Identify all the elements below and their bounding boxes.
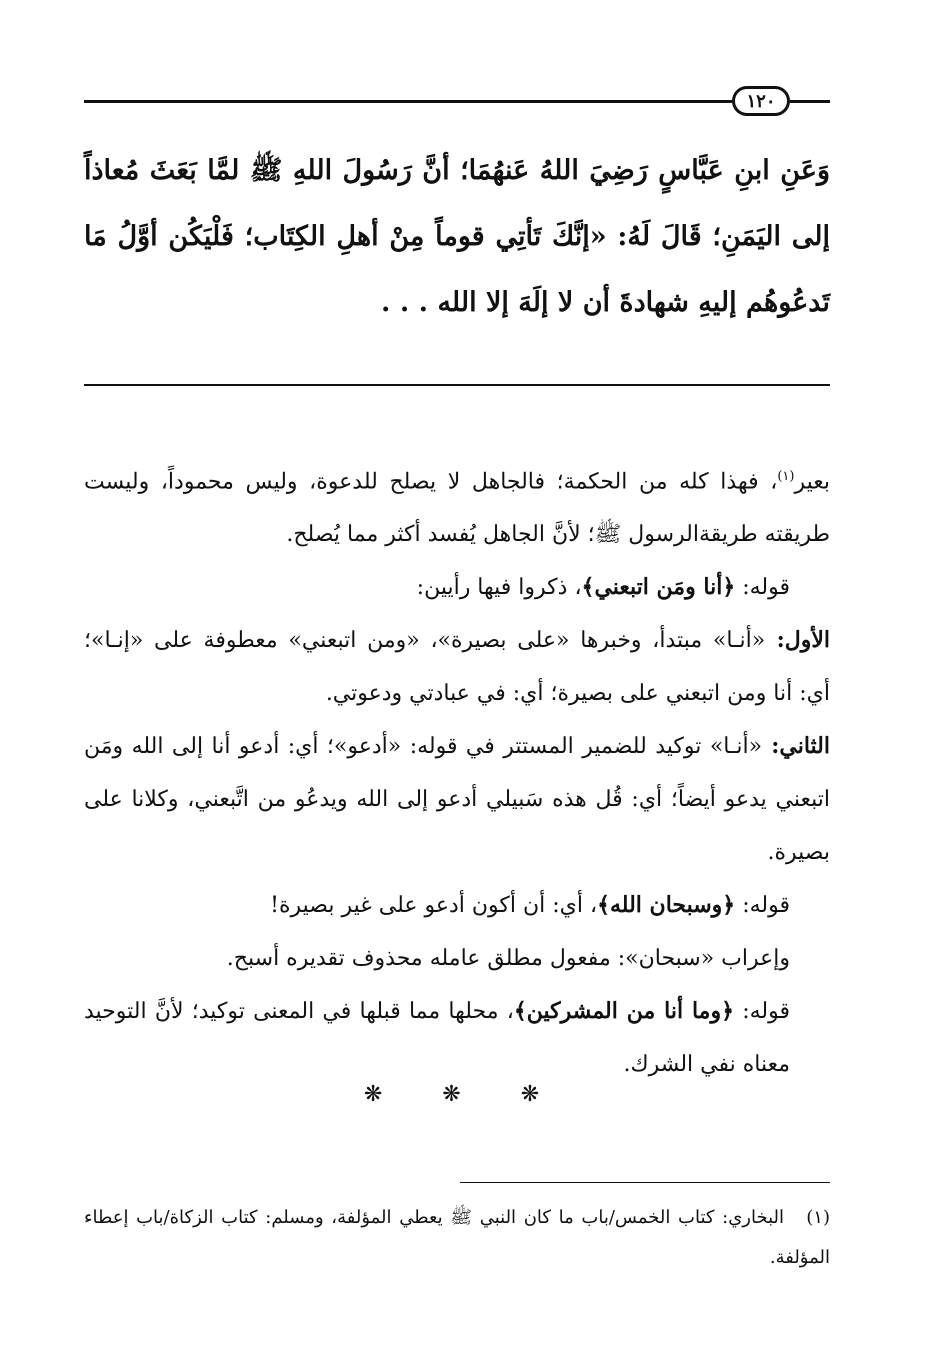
quran-quote-2: ﴿وسبحان الله﴾ <box>597 892 736 919</box>
paragraph-5 <box>84 879 830 932</box>
first-opinion-text: «أنـا» مبتدأ، وخبرها «على بصيرة»، «ومن اتبعني» معطوفة على «إنـا»؛ أي: أنا ومن اتبعني على بصيرة؛ أي: في عبادتي ودعوتي. <box>84 628 830 707</box>
paragraph-6: وإعراب «سبحان»: مفعول مطلق عامله محذوف تقديره أسبح. <box>226 946 790 972</box>
second-opinion-label: الثاني: <box>762 733 830 760</box>
section-separator-stars <box>0 1082 935 1107</box>
paragraph-5-rest: ، أي: أن أكون أدعو على غير بصيرة! <box>270 893 598 919</box>
footnote <box>84 1198 830 1278</box>
quran-quote-1: ﴿أنا ومَن اتبعني﴾ <box>581 574 736 601</box>
header-rule-right <box>790 100 830 103</box>
header-rule-left <box>84 100 732 103</box>
first-opinion-label: الأول: <box>765 627 830 654</box>
paragraph-2 <box>84 561 830 614</box>
star-icon: ❋ <box>442 1082 493 1107</box>
commentary <box>84 450 830 1091</box>
paragraph-7 <box>84 985 830 1091</box>
star-icon: ❋ <box>363 1082 415 1107</box>
footnote-marker: (١) <box>777 469 795 484</box>
paragraph-1 <box>84 450 830 561</box>
section-divider <box>84 384 830 386</box>
paragraph-3 <box>84 614 830 720</box>
second-opinion-text: «أنـا» توكيد للضمير المستتر في قوله: «أدعو»؛ أي: أدعو أنا إلى الله ومَن اتبعني يدعو أيضاً؛ أي: قُل هذه سَبيلي أدعو إلى الله ويدعُو من اتَّبعني، وكلانا على بصيرة. <box>84 734 830 866</box>
paragraph-7-rest: ، محلها مما قبلها في المعنى توكيد؛ لأنَّ التوحيد معناه نفي الشرك. <box>84 999 790 1078</box>
star-icon: ❋ <box>520 1082 572 1107</box>
paragraph-7-lead: قوله: <box>733 999 790 1025</box>
paragraph-2-rest: ، ذكروا فيها رأيين: <box>416 575 582 601</box>
page-number: ١٢٠ <box>732 86 790 116</box>
quran-quote-3: ﴿وما أنا من المشركين﴾ <box>513 998 734 1025</box>
hadith-text: وَعَنِ ابنِ عَبَّاسٍ رَضِيَ اللهُ عَنهُمَا؛ أنَّ رَسُولَ اللهِ ﷺ لمَّا بَعَثَ مُعاذاً إلى اليَمَنِ؛ قَالَ لَهُ: «إنَّكَ تَأتِي قوماً مِنْ أهلِ الكِتَاب؛ فَلْيَكُن أوَّلُ مَا تَدعُوهُم إليهِ شهادةَ أن لا إلَهَ إلا الله . . . <box>84 155 830 318</box>
paragraph-1-start: بعير <box>794 469 830 495</box>
paragraph-1-rest: ، فهذا كله من الحكمة؛ فالجاهل لا يصلح للدعوة، وليس محموداً، وليست طريقته طريقةالرسول ﷺ؛ لأنَّ الجاهل يُفسد أكثر مما يُصلح. <box>84 469 830 548</box>
footnote-rule <box>460 1182 830 1183</box>
paragraph-5-lead: قوله: <box>735 893 790 919</box>
paragraph-2-lead: قوله: <box>735 575 790 601</box>
paragraph-4 <box>84 720 830 879</box>
footnote-text: البخاري: كتاب الخمس/باب ما كان النبي ﷺ يعطي المؤلفة، ومسلم: كتاب الزكاة/باب إعطاء المؤلفة. <box>84 1207 830 1268</box>
footnote-number: (١) <box>806 1207 830 1228</box>
